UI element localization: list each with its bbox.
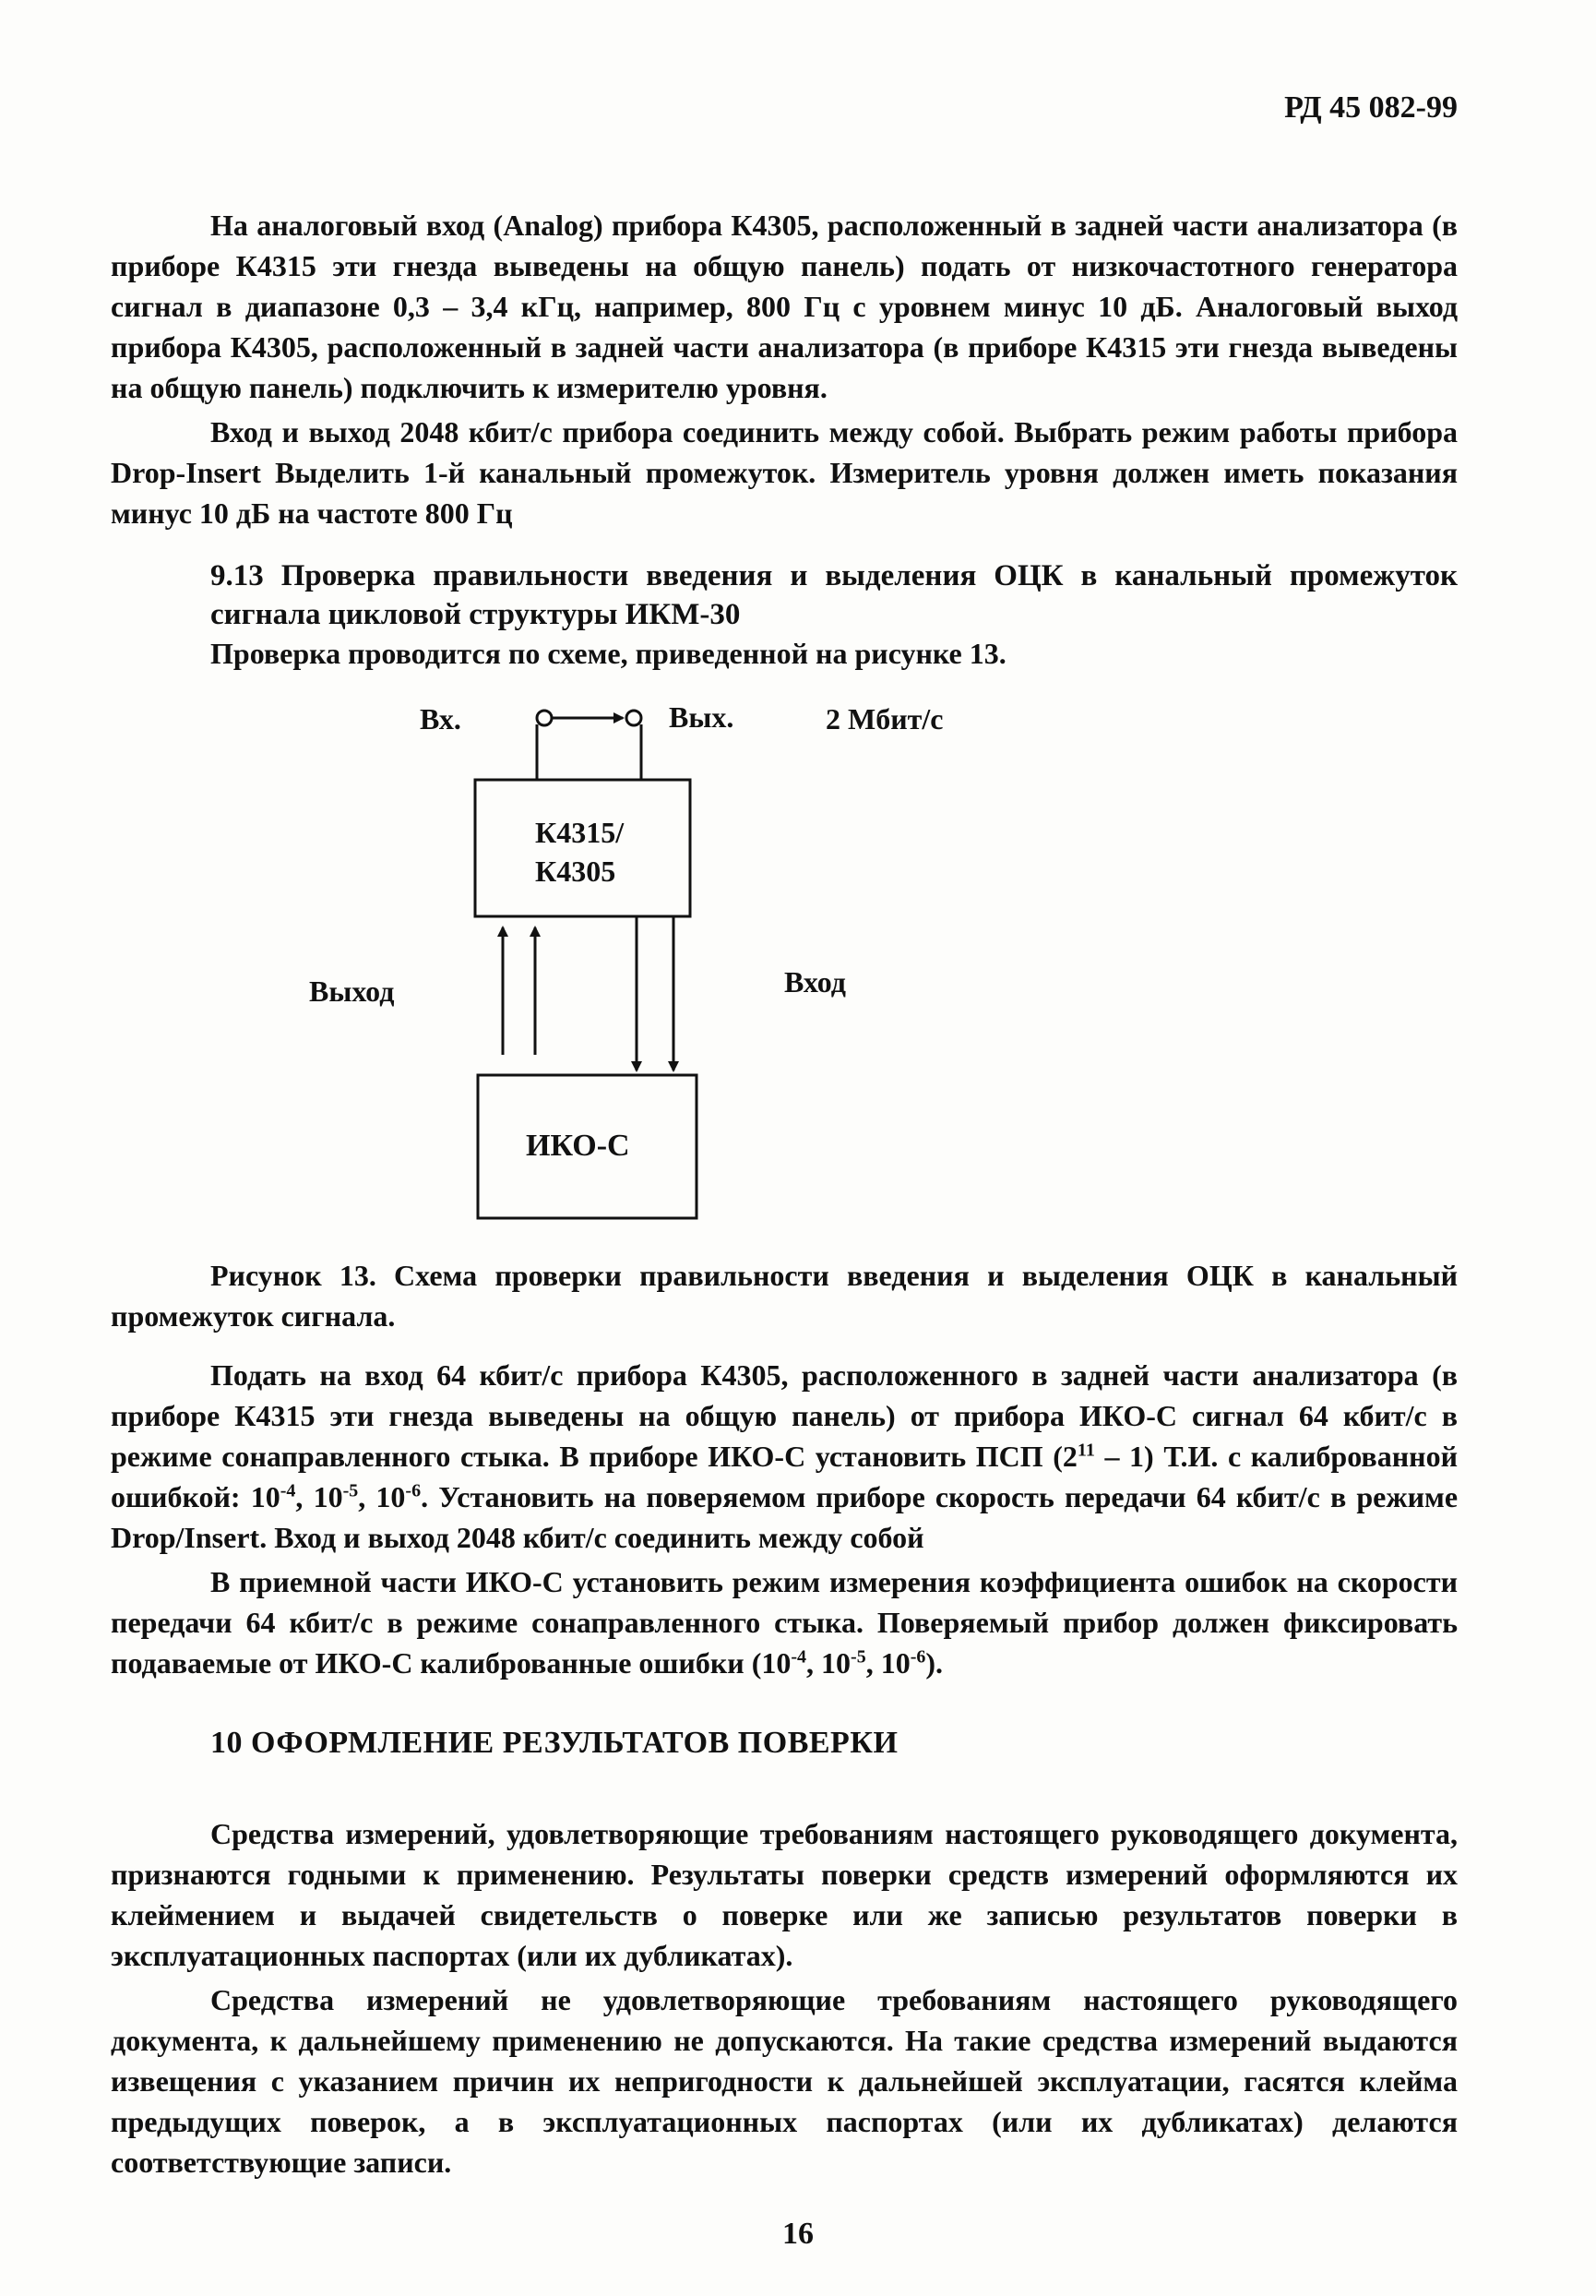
block-iko-s-label: ИКО-С [526,1129,630,1163]
output-terminal-circle [626,711,641,725]
label-rate: 2 Мбит/с [826,702,944,735]
label-input-terminal: Вх. [420,702,461,735]
section-10-paragraph-2: Средства измерений не удовлетворяющие требованиям настоящего руководящего документа, к дальнейшему применению не допускаются. На такие средства измерений выдаются извещения с указанием причин их непригодности к дальнейшей эксплуатации, гасятся клейма предыдущих поверок, а в эксплуатационных паспортах (или их дубликатах) делаются соответствующие записи. [111,1983,1458,2179]
figure-13-diagram [277,683,1015,1237]
figure-caption-text: Рисунок 13. Схема проверки правильности введения и выделения ОЦК в канальный промежуток сигнала. [111,1259,1458,1333]
block-k4315-label-line2: К4305 [535,855,616,888]
figure-13-caption [111,1255,1458,1336]
label-input: Вход [784,965,846,999]
section-10-text [111,1813,1458,2182]
input-terminal-circle [537,711,552,725]
body-paragraph-2: В приемной части ИКО-С установить режим измерения коэффициента ошибок на скорости передачи 64 кбит/с в режиме сонаправленного стыка. Поверяемый прибор должен фиксировать подаваемые от ИКО-С калиброванные ошибки ($10^{-4}$, $10^{-5}$, $10^{-6}$). [111,1565,1458,1680]
intro-paragraph-2: Вход и выход 2048 кбит/с прибора соединить между собой. Выбрать режим работы прибора Drop-Insert Выделить 1-й канальный промежуток. Измеритель уровня должен иметь показания минус 10 дБ на частоте 800 Гц [111,415,1458,530]
label-output: Выход [309,975,395,1008]
section-9-13-heading: 9.13 Проверка правильности введения и выделения ОЦК в канальный промежуток сигнала цикловой структуры ИКМ-30 [210,559,1458,631]
label-output-terminal: Вых. [669,700,734,734]
section-10-paragraph-1: Средства измерений, удовлетворяющие требованиям настоящего руководящего документа, признаются годными к применению. Результаты поверки средств измерений оформляются их клеймением и выдачей свидетельств о поверке или же записью результатов поверки в эксплуатационных паспортах (или их дубликатах). [111,1817,1458,1972]
section-9-13-note: Проверка проводится по схеме, приведенной на рисунке 13. [210,637,1006,670]
document-code: РД 45 082-99 [1284,90,1458,125]
section-10-title: 10 ОФОРМЛЕНИЕ РЕЗУЛЬТАТОВ ПОВЕРКИ [210,1726,899,1760]
intro-text [111,205,1458,533]
block-k4315-label-line1: К4315/ [535,816,625,849]
body-text [111,1355,1458,1683]
intro-paragraph-1: На аналоговый вход (Analog) прибора К4305, расположенный в задней части анализатора (в приборе К4315 эти гнезда выведены на общую панель) подать от низкочастотного генератора сигнал в диапазоне 0,3 – 3,4 кГц, например, 800 Гц с уровнем минус 10 дБ. Аналоговый выход прибора К4305, расположенный в задней части анализатора (в приборе К4315 эти гнезда выведены на общую панель) подключить к измерителю уровня. [111,209,1458,404]
page-number: 16 [782,2217,814,2251]
body-paragraph-1: Подать на вход 64 кбит/с прибора К4305, расположенного в задней части анализатора (в приборе К4315 эти гнезда выведены на общую панель) от прибора ИКО-С сигнал 64 кбит/с в режиме сонаправленного стыка. В приборе ИКО-С установить ПСП $(2^{11} - 1)$ Т.И. с калиброванной ошибкой: $10^{-4}$, $10^{-5}$, $10^{-6}$. Установить на поверяемом приборе скорость передачи 64 кбит/с в режиме Drop/Insert. Вход и выход 2048 кбит/с соединить между собой [111,1358,1459,1554]
